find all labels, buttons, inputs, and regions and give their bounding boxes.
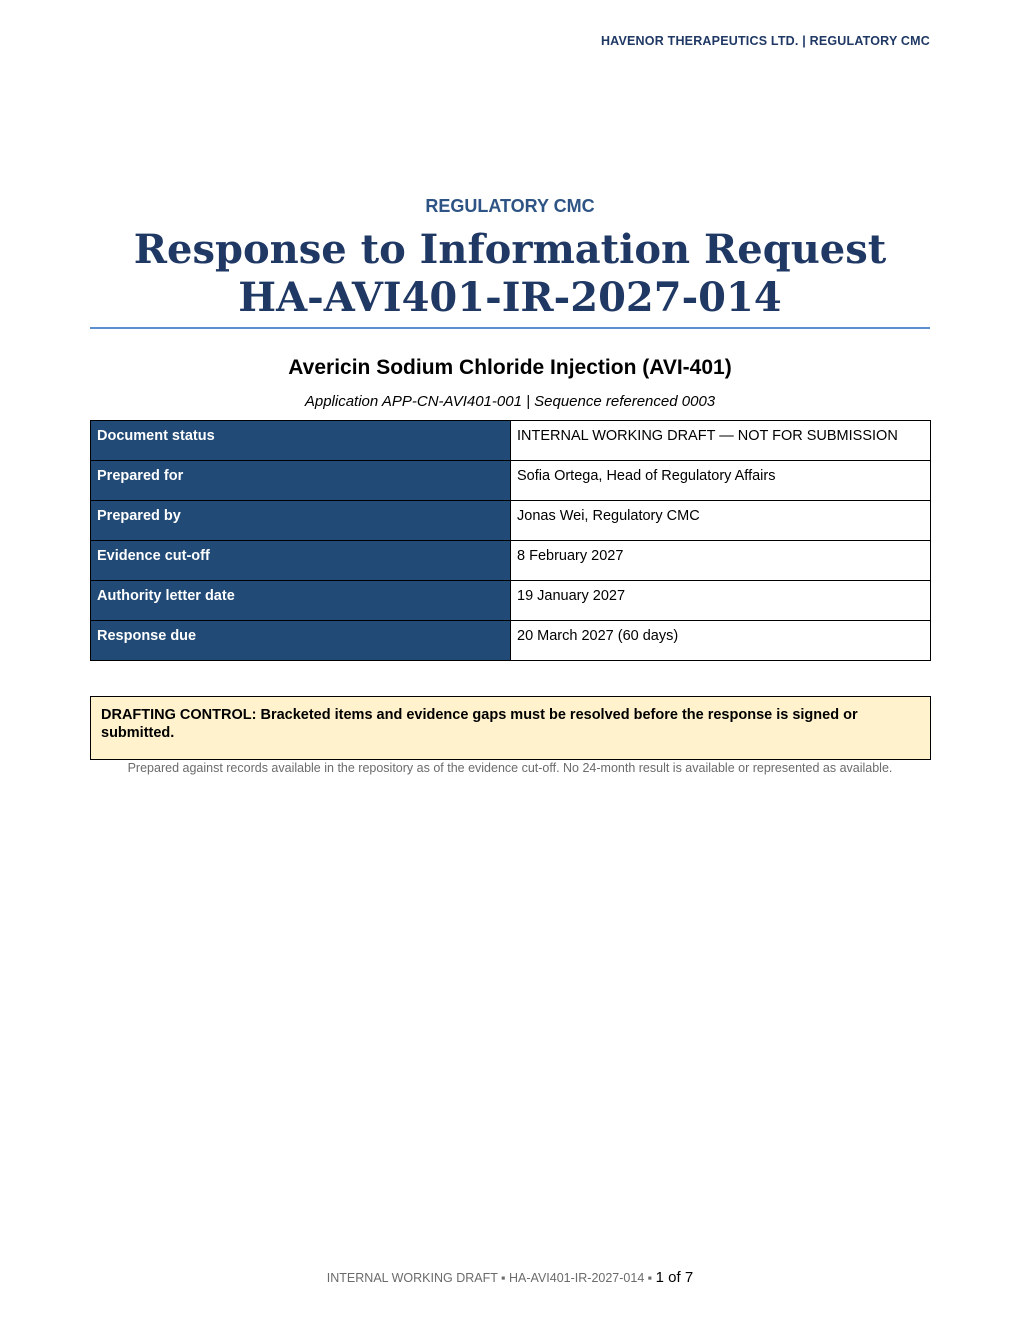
table-row — [91, 581, 931, 621]
metadata-label: Authority letter date — [91, 581, 511, 621]
title-line-1: Response to Information Request — [133, 226, 887, 273]
metadata-value: INTERNAL WORKING DRAFT — NOT FOR SUBMISSION — [511, 421, 931, 461]
product-name: Avericin Sodium Chloride Injection (AVI-401) — [288, 356, 732, 379]
document-title — [90, 226, 930, 322]
application-reference: Application APP-CN-AVI401-001 | Sequence referenced 0003 — [304, 393, 716, 410]
drafting-control-callout: DRAFTING CONTROL: Bracketed items and evidence gaps must be resolved before the response is signed or submitted. — [90, 696, 931, 760]
title-divider — [90, 327, 930, 329]
metadata-value: Sofia Ortega, Head of Regulatory Affairs — [511, 461, 931, 501]
table-row — [91, 621, 931, 661]
title-line-2: HA-AVI401-IR-2027-014 — [238, 274, 782, 321]
footer-text: INTERNAL WORKING DRAFT ▪ HA-AVI401-IR-2027-014 ▪ — [326, 1271, 656, 1285]
metadata-label: Prepared for — [91, 461, 511, 501]
metadata-label: Response due — [91, 621, 511, 661]
metadata-label: Document status — [91, 421, 511, 461]
metadata-label: Prepared by — [91, 501, 511, 541]
page-footer — [0, 1269, 1020, 1286]
metadata-value: 8 February 2027 — [511, 541, 931, 581]
document-metadata-table — [90, 420, 931, 661]
table-row — [91, 421, 931, 461]
metadata-label: Evidence cut-off — [91, 541, 511, 581]
table-row — [91, 541, 931, 581]
metadata-value: 19 January 2027 — [511, 581, 931, 621]
page-number: 1 of 7 — [655, 1269, 694, 1286]
metadata-value: Jonas Wei, Regulatory CMC — [511, 501, 931, 541]
metadata-value: 20 March 2027 (60 days) — [511, 621, 931, 661]
table-row — [91, 501, 931, 541]
evidence-note: Prepared against records available in the repository as of the evidence cut-off. No 24-month result is available or represented as available. — [127, 761, 893, 775]
table-row — [91, 461, 931, 501]
running-header: HAVENOR THERAPEUTICS LTD. | REGULATORY CMC — [600, 34, 930, 48]
department-eyebrow: REGULATORY CMC — [425, 196, 595, 216]
